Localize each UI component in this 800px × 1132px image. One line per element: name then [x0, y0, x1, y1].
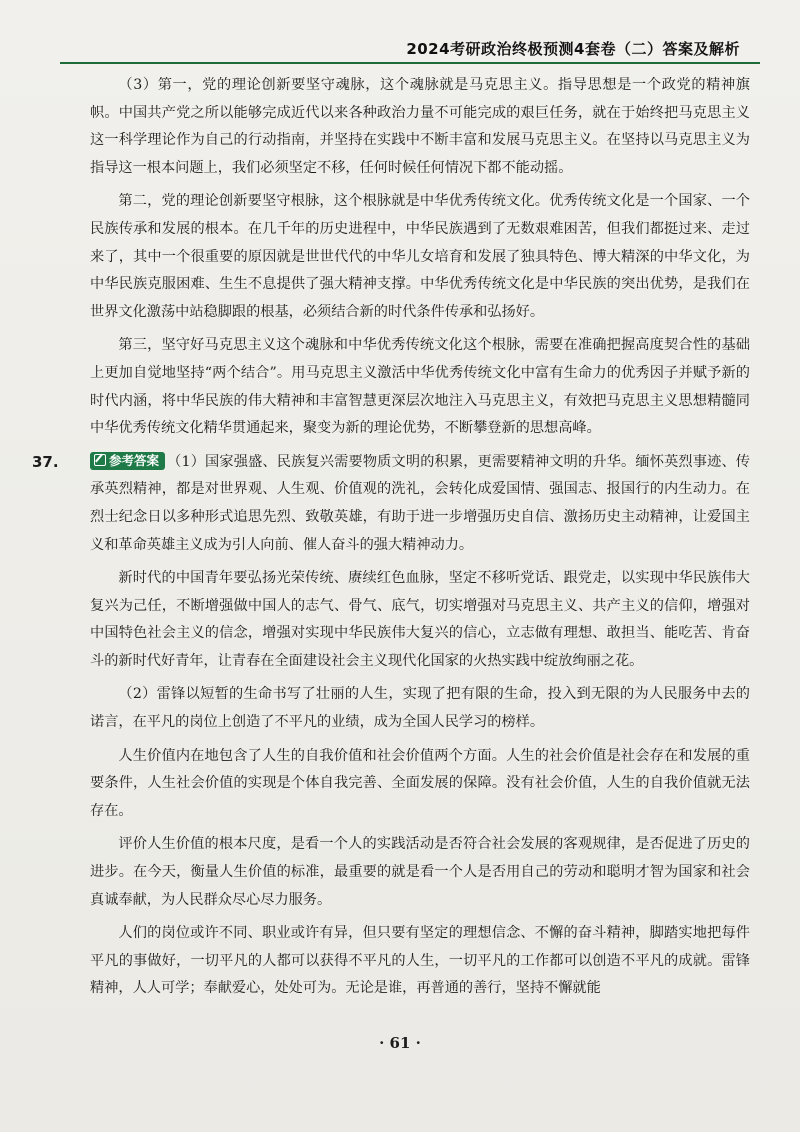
header-title: 2024考研政治终极预测4套卷（二）答案及解析 — [406, 40, 740, 58]
q37-paragraph-5: 评价人生价值的根本尺度，是看一个人的实践活动是否符合社会发展的客观规律，是否促进了历史的进步。在今天，衡量人生价值的标准，最重要的就是看一个人是否用自己的劳动和聪明才智为国家和社会真诚奉献，为人民群众尽心尽力服务。 — [90, 836, 750, 908]
section3-paragraph-3: 第三，坚守好马克思主义这个魂脉和中华优秀传统文化这个根脉，需要在准确把握高度契合性的基础上更加自觉地坚持“两个结合”。用马克思主义激活中华优秀传统文化中富有生命力的优秀因子并赋予新的时代内涵，将中华民族的伟大精神和丰富智慧更深层次地注入马克思主义，有效把马克思主义思想精髓同中华优秀传统文化精华贯通起来，聚变为新的理论优势，不断攀登新的思想高峰。 — [90, 337, 750, 437]
q37-paragraph-6: 人们的岗位或许不同、职业或许有异，但只要有坚定的理想信念、不懈的奋斗精神，脚踏实地把每件平凡的事做好，一切平凡的人都可以获得不平凡的人生，一切平凡的工作都可以创造不平凡的成就。雷锋精神，人人可学；奉献爱心，处处可为。无论是谁，再普通的善行，坚持不懈就能 — [90, 925, 750, 997]
question-number: 37. — [32, 452, 59, 471]
answer-badge-label: 参考答案 — [109, 452, 160, 468]
q37-paragraph-2: 新时代的中国青年要弘扬光荣传统、赓续红色血脉，坚定不移听党话、跟党走，以实现中华民族伟大复兴为己任，不断增强做中国人的志气、骨气、底气，切实增强对马克思主义、共产主义的信仰，增强对中国特色社会主义的信念，增强对实现中华民族伟大复兴的信心，立志做有理想、敢担当、能吃苦、肯奋斗的新时代好青年，让青春在全面建设社会主义现代化国家的火热实践中绽放绚丽之花。 — [90, 570, 750, 669]
q37-paragraph-4: 人生价值内在地包含了人生的自我价值和社会价值两个方面。人生的社会价值是社会存在和发展的重要条件，人生社会价值的实现是个体自我完善、全面发展的保障。没有社会价值，人生的自我价值就无法存在。 — [90, 747, 750, 819]
page-number: · 61 · — [379, 1034, 421, 1052]
q37-paragraph-1-text: （1）国家强盛、民族复兴需要物质文明的积累，更需要精神文明的升华。缅怀英烈事迹、传承英烈精神，都是对世界观、人生观、价值观的洗礼，会转化成爱国情、强国志、报国行的内生动力。在烈士纪念日以多种形式追思先烈、致敬英雄，有助于进一步增强历史自信、激扬历史主动精神，让爱国主义和革命英雄主义成为引人向前、催人奋斗的强大精神动力。 — [90, 453, 750, 553]
q37-paragraph-1 — [90, 449, 750, 559]
page-header — [0, 32, 800, 60]
answer-content — [32, 70, 750, 1009]
section3-paragraph-2: 第二，党的理论创新要坚守根脉，这个根脉就是中华优秀传统文化。优秀传统文化是一个国家、一个民族传承和发展的根本。在几千年的历史进程中，中华民族遇到了无数艰难困苦，但我们都挺过来、走过来了，其中一个很重要的原因就是世世代代的中华儿女培育和发展了独具特色、博大精深的中华文化，为中华民族克服困难、生生不息提供了强大精神支撑。中华优秀传统文化是中华民族的突出优势，是我们在世界文化激荡中站稳脚跟的根基，必须结合新的时代条件传承和弘扬好。 — [90, 193, 750, 320]
header-rule — [60, 62, 760, 64]
section3-paragraph-1: （3）第一，党的理论创新要坚守魂脉，这个魂脉就是马克思主义。指导思想是一个政党的精神旗帜。中国共产党之所以能够完成近代以来各种政治力量不可能完成的艰巨任务，就在于始终把马克思主义这一科学理论作为自己的行动指南，并坚持在实践中不断丰富和发展马克思主义。在坚持以马克思主义为指导这一根本问题上，我们必须坚定不移，任何时候任何情况下都不能动摇。 — [90, 77, 750, 176]
answer-badge — [90, 452, 165, 470]
q37-paragraph-3: （2）雷锋以短暂的生命书写了壮丽的人生，实现了把有限的生命，投入到无限的为人民服务中去的诺言，在平凡的岗位上创造了不平凡的业绩，成为全国人民学习的榜样。 — [90, 686, 750, 731]
question-37 — [32, 449, 750, 559]
pen-icon — [94, 454, 106, 466]
